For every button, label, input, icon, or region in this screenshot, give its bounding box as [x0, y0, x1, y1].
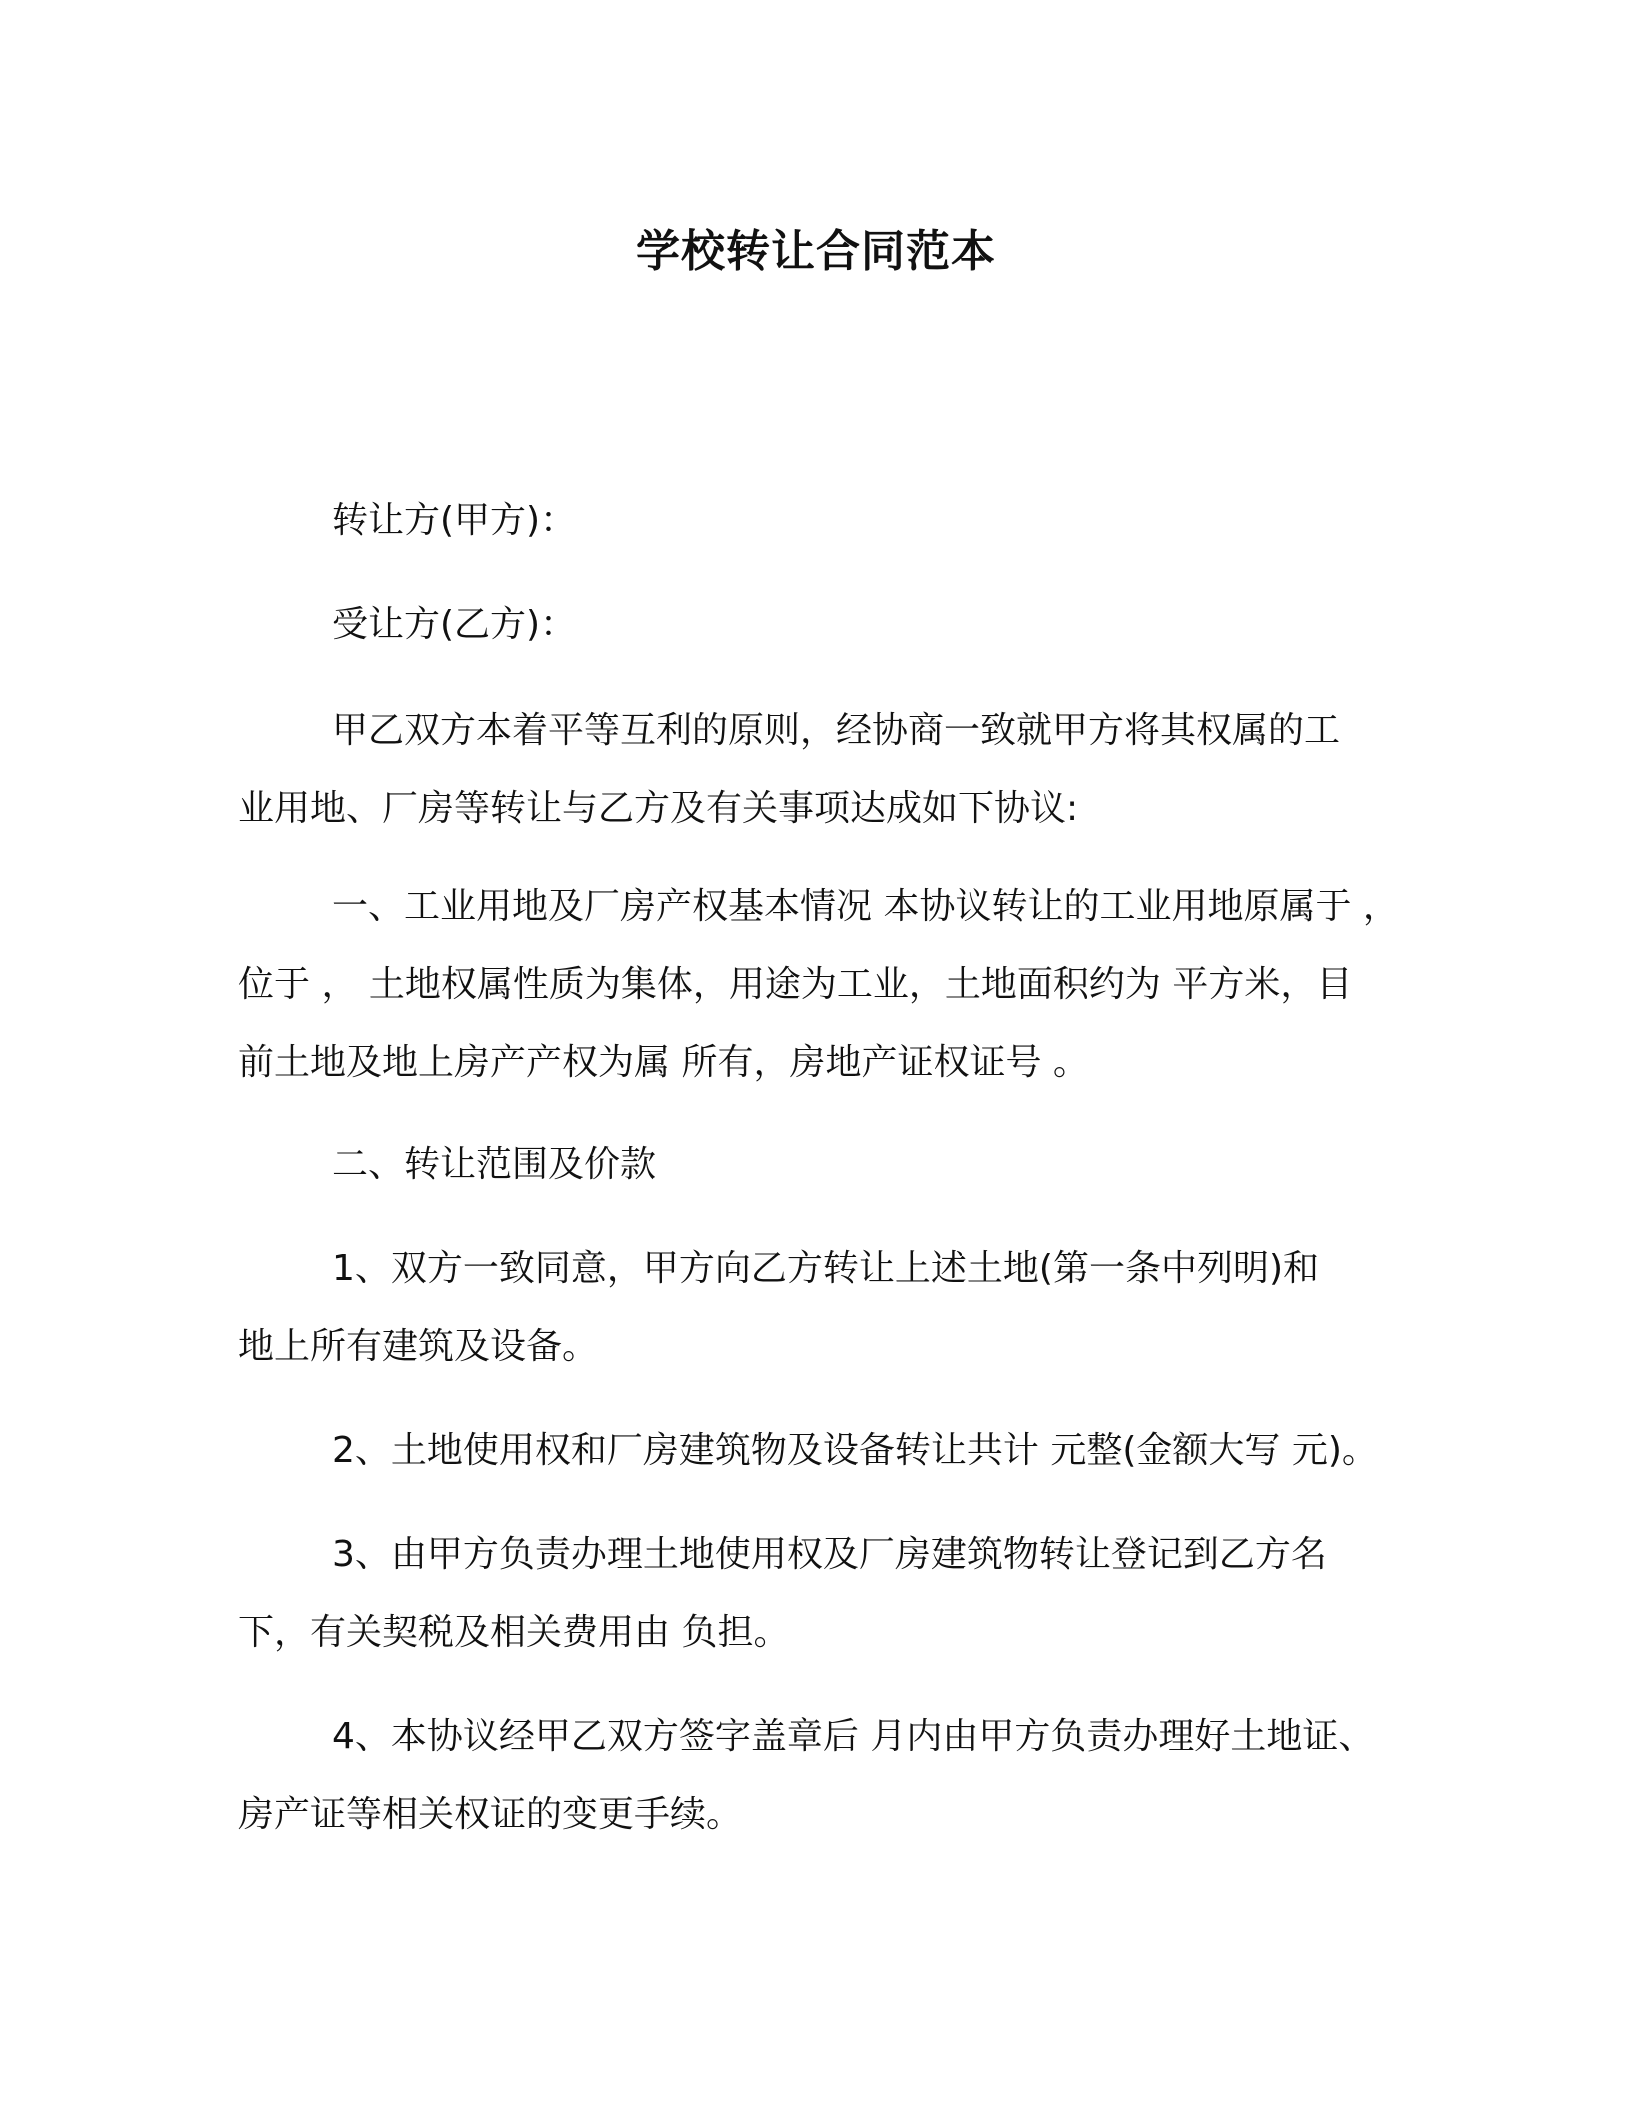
clause-3-line-1: 3、由甲方负责办理土地使用权及厂房建筑物转让登记到乙方名 [332, 1534, 1327, 1575]
intro-line-1: 甲乙双方本着平等互利的原则，经协商一致就甲方将其权属的工 [332, 710, 1341, 751]
transferor-label: 转让方(甲方)： [332, 500, 577, 541]
section-2-heading-text: 二、转让范围及价款 [332, 1144, 657, 1185]
section-2-heading [238, 1126, 1418, 1204]
clause-3-line-2: 下，有关契税及相关费用由 负担。 [238, 1612, 790, 1653]
section-1-line-3: 前土地及地上房产产权为属 所有，房地产证权证号 。 [238, 1042, 1089, 1083]
clause-4-line-1: 4、本协议经甲乙双方签字盖章后 月内由甲方负责办理好土地证、 [332, 1716, 1375, 1757]
intro-line-2: 业用地、厂房等转让与乙方及有关事项达成如下协议: [238, 788, 1079, 829]
clause-1-line-1: 1、双方一致同意，甲方向乙方转让上述土地(第一条中列明)和 [332, 1248, 1319, 1289]
section-1-paragraph [238, 868, 1418, 1102]
clause-2-line-1: 2、土地使用权和厂房建筑物及设备转让共计 元整(金额大写 元)。 [332, 1430, 1378, 1471]
clause-1-paragraph [238, 1230, 1418, 1386]
clause-1-line-2: 地上所有建筑及设备。 [238, 1326, 599, 1367]
document-title: 学校转让合同范本 [636, 226, 996, 277]
section-1-line-2: 位于 ， 土地权属性质为集体，用途为工业，土地面积约为 平方米，目 [238, 964, 1353, 1005]
transferee-label: 受让方(乙方)： [332, 604, 577, 645]
intro-paragraph [238, 692, 1418, 848]
transferee-line [238, 586, 1418, 664]
clause-2-paragraph [238, 1412, 1418, 1490]
clause-3-paragraph [238, 1516, 1418, 1672]
clause-4-line-2: 房产证等相关权证的变更手续。 [238, 1794, 743, 1835]
transferor-line [238, 482, 1418, 560]
clause-4-paragraph [238, 1698, 1418, 1854]
section-1-line-1: 一、工业用地及厂房产权基本情况 本协议转让的工业用地原属于 ， [332, 886, 1399, 927]
